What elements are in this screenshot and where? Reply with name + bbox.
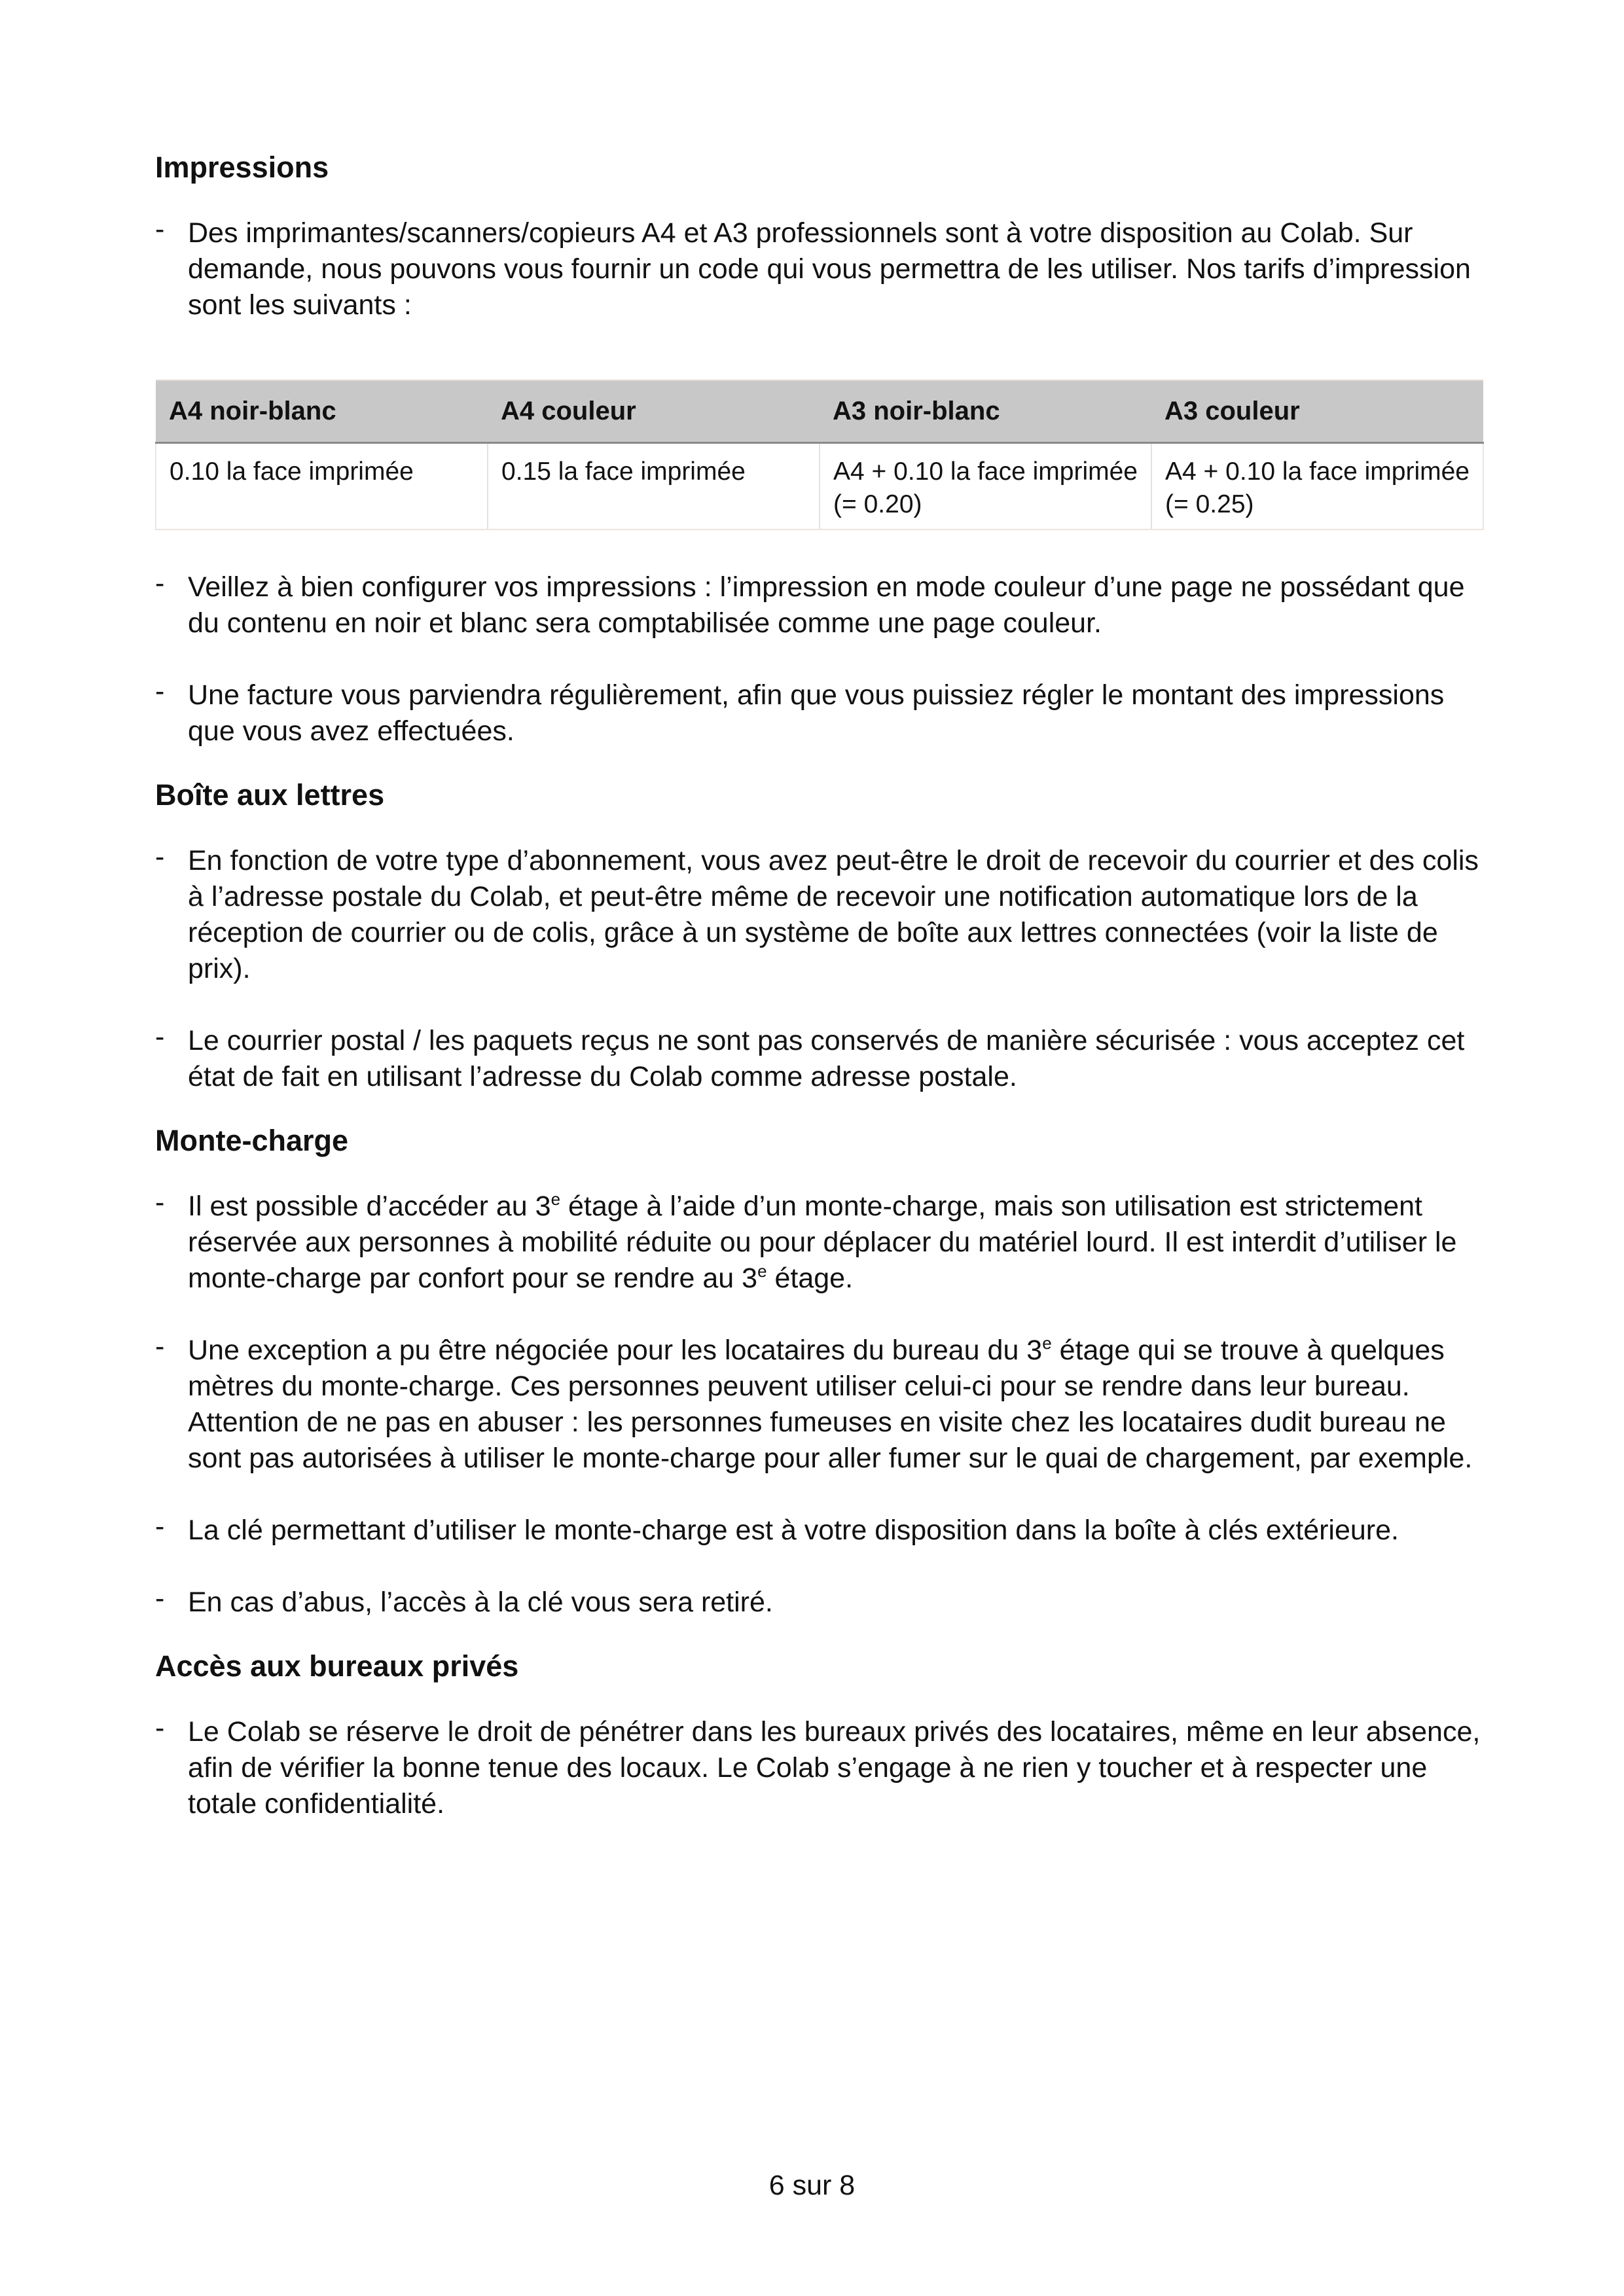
list-item xyxy=(155,1714,1484,1822)
impressions-intro-list xyxy=(155,215,1484,323)
bullet-dash: - xyxy=(155,1511,165,1542)
list-item-text: Le Colab se réserve le droit de pénétrer dans les bureaux privés des locataires, même en leur absence, afin de vérifier la bonne tenue des locaux. Le Colab s’engage à ne rien y toucher et à respecter une totale confidentialité. xyxy=(188,1716,1481,1820)
table-cell: 0.10 la face imprimée xyxy=(156,443,488,530)
bullet-dash: - xyxy=(155,841,165,872)
list-item xyxy=(155,215,1484,323)
list-item-text xyxy=(188,1191,1456,1294)
table-row xyxy=(156,443,1483,530)
table-header-cell: A3 noir-blanc xyxy=(820,380,1151,443)
superscript: e xyxy=(550,1189,561,1209)
list-item-text: En cas d’abus, l’accès à la clé vous sera retiré. xyxy=(188,1587,773,1618)
table-cell: A4 + 0.10 la face imprimée (= 0.20) xyxy=(820,443,1151,530)
section-title-impressions: Impressions xyxy=(155,151,329,184)
superscript: e xyxy=(757,1261,767,1281)
bullet-dash: - xyxy=(155,213,165,245)
section-title-boite-aux-lettres: Boîte aux lettres xyxy=(155,778,385,812)
section-title-acces-bureaux: Accès aux bureaux privés xyxy=(155,1649,519,1683)
monte-charge-list xyxy=(155,1189,1484,1621)
text-run: étage qui se trouve à quelques mètres du monte-charge. Ces personnes peuvent utiliser celui-ci pour se rendre dans leur bureau. Attention de ne pas en abuser : les personnes fumeuses en visite chez les locataires dudit bureau ne sont pas autorisées à utiliser le monte-charge pour aller fumer sur le quai de chargement, par exemple. xyxy=(188,1335,1473,1474)
bullet-dash: - xyxy=(155,1331,165,1362)
text-run: étage. xyxy=(767,1263,854,1294)
section-title-monte-charge: Monte-charge xyxy=(155,1124,349,1157)
page-number: 6 sur 8 xyxy=(768,2170,856,2201)
list-item xyxy=(155,1333,1484,1477)
bullet-dash: - xyxy=(155,675,165,707)
superscript: e xyxy=(1042,1333,1052,1353)
list-item-text: Une facture vous parviendra régulièrement, afin que vous puissiez régler le montant des impressions que vous avez effectuées. xyxy=(188,679,1445,747)
list-item xyxy=(155,1189,1484,1297)
list-item xyxy=(155,1585,1484,1621)
table-header-cell: A4 couleur xyxy=(488,380,820,443)
text-run: Une exception a pu être négociée pour les locataires du bureau du 3 xyxy=(188,1335,1043,1366)
list-item xyxy=(155,843,1484,987)
list-item xyxy=(155,569,1484,641)
text-run: étage à l’aide d’un monte-charge, mais son utilisation est strictement réservée aux personnes à mobilité réduite ou pour déplacer du matériel lourd. Il est interdit d’utiliser le monte-charge par confort pour se rendre au 3 xyxy=(188,1191,1457,1294)
list-item-text xyxy=(188,1335,1472,1474)
boite-list xyxy=(155,843,1484,1095)
table-cell: A4 + 0.10 la face imprimée (= 0.25) xyxy=(1151,443,1483,530)
impressions-list xyxy=(155,569,1484,749)
bullet-dash: - xyxy=(155,1583,165,1614)
list-item-text: Veillez à bien configurer vos impressions : l’impression en mode couleur d’une page ne possédant que du contenu en noir et blanc sera comptabilisée comme une page couleur. xyxy=(188,571,1465,639)
bullet-dash: - xyxy=(155,1187,165,1218)
bullet-dash: - xyxy=(155,567,165,599)
acces-list xyxy=(155,1714,1484,1822)
list-item xyxy=(155,1513,1484,1549)
print-prices-table xyxy=(155,380,1484,530)
bullet-dash: - xyxy=(155,1712,165,1744)
list-item-text: La clé permettant d’utiliser le monte-charge est à votre disposition dans la boîte à clés extérieure. xyxy=(188,1515,1399,1546)
table-header-cell: A3 couleur xyxy=(1151,380,1483,443)
list-item-text: En fonction de votre type d’abonnement, vous avez peut-être le droit de recevoir du courrier et des colis à l’adresse postale du Colab, et peut-être même de recevoir une notification automatique lors de la réception de courrier ou de colis, grâce à un système de boîte aux lettres connectées (voir la liste de prix). xyxy=(188,845,1479,984)
list-item-text: Le courrier postal / les paquets reçus ne sont pas conservés de manière sécurisée : vous acceptez cet état de fait en utilisant l’adresse du Colab comme adresse postale. xyxy=(188,1025,1465,1092)
impressions-intro-text: Des imprimantes/scanners/copieurs A4 et A3 professionnels sont à votre disposition au Colab. Sur demande, nous pouvons vous fournir un code qui vous permettra de les utiliser. Nos tarifs d’impression sont les suivants : xyxy=(188,217,1471,321)
list-item xyxy=(155,677,1484,749)
bullet-dash: - xyxy=(155,1021,165,1052)
list-item xyxy=(155,1023,1484,1095)
table-header-cell: A4 noir-blanc xyxy=(156,380,488,443)
table-header-row xyxy=(156,380,1483,443)
table-cell: 0.15 la face imprimée xyxy=(488,443,820,530)
text-run: Il est possible d’accéder au 3 xyxy=(188,1191,551,1222)
page-content xyxy=(155,149,1484,1822)
